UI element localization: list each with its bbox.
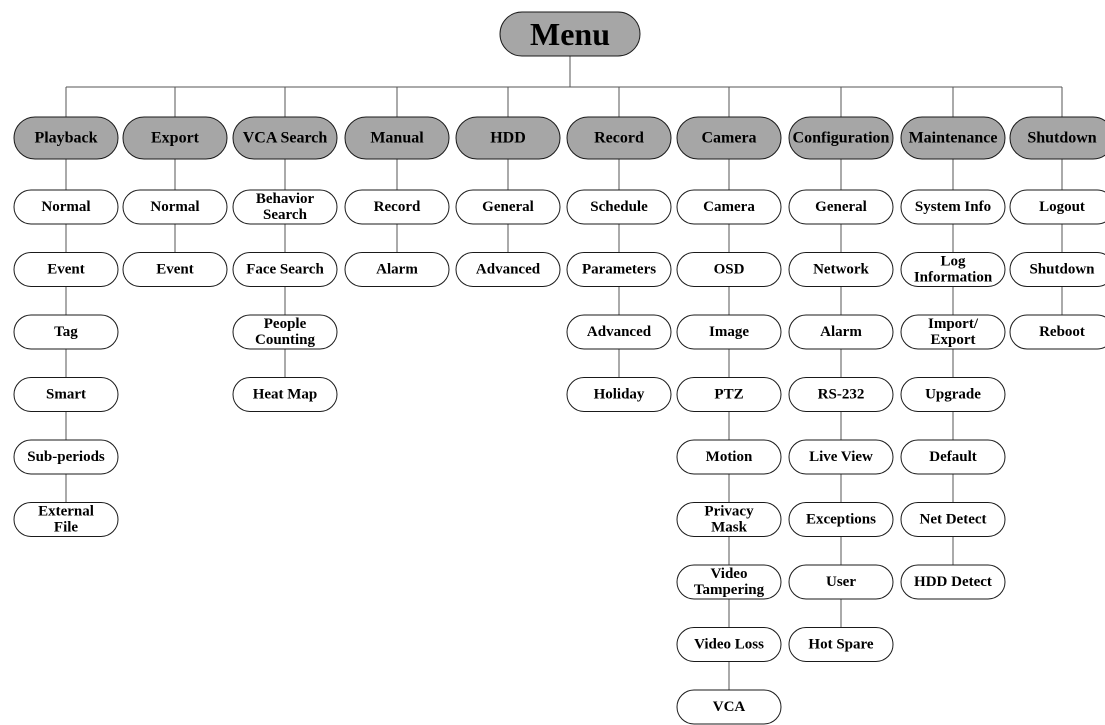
header-configuration[interactable] <box>789 117 893 159</box>
item-configuration-general-label: General <box>815 199 867 215</box>
item-playback-sub-periods-label: Sub-periods <box>27 449 105 465</box>
header-maintenance[interactable] <box>901 117 1005 159</box>
item-camera-osd[interactable] <box>677 253 781 287</box>
menu-root-node <box>500 12 640 56</box>
item-maintenance-system-info[interactable] <box>901 190 1005 224</box>
item-playback-event-label: Event <box>47 261 85 278</box>
item-configuration-live-view[interactable] <box>789 440 893 474</box>
item-camera-motion-label: Motion <box>705 449 753 465</box>
item-hdd-general-label: General <box>482 199 534 215</box>
item-configuration-alarm[interactable] <box>789 315 893 349</box>
item-record-advanced-label: Advanced <box>586 324 652 340</box>
item-export-event-label: Event <box>156 261 194 278</box>
item-camera-video-loss[interactable] <box>677 628 781 662</box>
header-hdd-label: HDD <box>490 129 526 147</box>
item-playback-external-file[interactable] <box>14 503 118 537</box>
item-camera-image[interactable] <box>677 315 781 349</box>
item-vca-search-heat-map[interactable] <box>233 378 337 412</box>
item-shutdown-logout[interactable] <box>1010 190 1105 224</box>
header-export-label: Export <box>151 129 199 147</box>
item-vca-search-people-counting[interactable] <box>233 315 337 349</box>
item-camera-osd-label: OSD <box>713 261 745 278</box>
item-playback-tag-label: Tag <box>54 324 78 340</box>
item-configuration-hot-spare[interactable] <box>789 628 893 662</box>
item-vca-search-people-counting-label: Counting <box>254 332 316 349</box>
item-shutdown-logout-label: Logout <box>1039 199 1085 215</box>
header-shutdown-label: Shutdown <box>1027 129 1097 147</box>
item-configuration-rs-232-label: RS-232 <box>817 386 865 403</box>
item-maintenance-system-info-label: System Info <box>914 199 992 215</box>
item-maintenance-net-detect[interactable] <box>901 503 1005 537</box>
item-configuration-general[interactable] <box>789 190 893 224</box>
item-camera-vca-label: VCA <box>712 699 746 715</box>
item-vca-search-face-search[interactable] <box>233 253 337 287</box>
item-playback-smart[interactable] <box>14 378 118 412</box>
item-camera-image-label: Image <box>709 324 749 340</box>
header-camera[interactable] <box>677 117 781 159</box>
item-maintenance-import-export[interactable] <box>901 315 1005 349</box>
header-playback[interactable] <box>14 117 118 159</box>
header-maintenance-label: Maintenance <box>908 129 998 147</box>
item-shutdown-reboot[interactable] <box>1010 315 1105 349</box>
item-configuration-user-label: User <box>826 574 856 590</box>
item-record-schedule-label: Schedule <box>590 199 648 215</box>
header-record-label: Record <box>594 129 644 147</box>
item-camera-privacy-mask-label: Privacy <box>704 503 754 520</box>
item-camera-privacy-mask[interactable] <box>677 503 781 537</box>
item-camera-video-tampering-label: Tampering <box>693 582 765 599</box>
item-playback-event[interactable] <box>14 253 118 287</box>
item-shutdown-shutdown[interactable] <box>1010 253 1105 287</box>
item-vca-search-behavior-search[interactable] <box>233 190 337 224</box>
item-hdd-advanced-label: Advanced <box>475 261 541 278</box>
item-export-normal-label: Normal <box>150 199 200 215</box>
item-camera-motion[interactable] <box>677 440 781 474</box>
header-vca-search[interactable] <box>233 117 337 159</box>
item-configuration-network-label: Network <box>813 261 869 278</box>
item-vca-search-people-counting-label: People <box>263 315 307 332</box>
item-configuration-exceptions[interactable] <box>789 503 893 537</box>
item-hdd-general[interactable] <box>456 190 560 224</box>
item-vca-search-heat-map-label: Heat Map <box>252 386 318 403</box>
item-record-schedule[interactable] <box>567 190 671 224</box>
item-maintenance-hdd-detect-label: HDD Detect <box>914 574 992 590</box>
item-manual-alarm-label: Alarm <box>376 261 418 278</box>
header-playback-label: Playback <box>34 129 98 147</box>
item-camera-video-tampering[interactable] <box>677 565 781 599</box>
item-manual-alarm[interactable] <box>345 253 449 287</box>
item-maintenance-log-information-label: Log <box>940 253 966 270</box>
item-configuration-user[interactable] <box>789 565 893 599</box>
item-maintenance-default-label: Default <box>929 449 977 465</box>
header-configuration-label: Configuration <box>792 129 890 147</box>
item-export-event[interactable] <box>123 253 227 287</box>
item-maintenance-log-information[interactable] <box>901 253 1005 287</box>
item-record-parameters[interactable] <box>567 253 671 287</box>
header-manual[interactable] <box>345 117 449 159</box>
item-record-holiday-label: Holiday <box>593 386 645 403</box>
item-maintenance-hdd-detect[interactable] <box>901 565 1005 599</box>
header-hdd[interactable] <box>456 117 560 159</box>
item-camera-camera[interactable] <box>677 190 781 224</box>
item-camera-privacy-mask-label: Mask <box>711 519 747 536</box>
item-shutdown-reboot-label: Reboot <box>1039 324 1085 340</box>
header-export[interactable] <box>123 117 227 159</box>
item-export-normal[interactable] <box>123 190 227 224</box>
item-shutdown-shutdown-label: Shutdown <box>1029 261 1095 278</box>
item-record-advanced[interactable] <box>567 315 671 349</box>
item-manual-record-label: Record <box>373 199 421 215</box>
item-maintenance-upgrade-label: Upgrade <box>925 386 981 403</box>
item-playback-normal[interactable] <box>14 190 118 224</box>
menu-root-node-label: Menu <box>530 16 610 52</box>
item-configuration-alarm-label: Alarm <box>820 324 862 340</box>
menu-nodes <box>14 12 1105 724</box>
item-configuration-hot-spare-label: Hot Spare <box>808 636 874 653</box>
item-hdd-advanced[interactable] <box>456 253 560 287</box>
item-playback-external-file-label: External <box>38 503 94 520</box>
item-record-holiday[interactable] <box>567 378 671 412</box>
item-configuration-network[interactable] <box>789 253 893 287</box>
item-camera-camera-label: Camera <box>703 199 755 215</box>
item-playback-normal-label: Normal <box>41 199 91 215</box>
header-manual-label: Manual <box>370 129 424 147</box>
item-configuration-live-view-label: Live View <box>809 449 873 465</box>
header-shutdown[interactable] <box>1010 117 1105 159</box>
item-maintenance-net-detect-label: Net Detect <box>919 511 987 528</box>
header-vca-search-label: VCA Search <box>242 129 328 147</box>
item-playback-tag[interactable] <box>14 315 118 349</box>
item-vca-search-behavior-search-label: Search <box>263 207 307 224</box>
item-camera-ptz-label: PTZ <box>714 386 744 403</box>
item-configuration-rs-232[interactable] <box>789 378 893 412</box>
item-camera-video-loss-label: Video Loss <box>694 636 764 653</box>
item-configuration-exceptions-label: Exceptions <box>805 511 877 528</box>
item-playback-external-file-label: File <box>53 519 79 536</box>
item-camera-video-tampering-label: Video <box>710 565 748 582</box>
item-vca-search-face-search-label: Face Search <box>246 261 324 278</box>
item-playback-smart-label: Smart <box>46 386 86 403</box>
item-playback-sub-periods[interactable] <box>14 440 118 474</box>
item-maintenance-default[interactable] <box>901 440 1005 474</box>
item-vca-search-behavior-search-label: Behavior <box>255 190 315 207</box>
item-maintenance-upgrade[interactable] <box>901 378 1005 412</box>
item-maintenance-log-information-label: Information <box>913 269 993 286</box>
item-record-parameters-label: Parameters <box>581 261 657 278</box>
header-camera-label: Camera <box>701 129 757 147</box>
item-maintenance-import-export-label: Import/ <box>928 315 978 332</box>
header-record[interactable] <box>567 117 671 159</box>
item-camera-vca[interactable] <box>677 690 781 724</box>
item-camera-ptz[interactable] <box>677 378 781 412</box>
item-maintenance-import-export-label: Export <box>930 332 976 349</box>
item-manual-record[interactable] <box>345 190 449 224</box>
